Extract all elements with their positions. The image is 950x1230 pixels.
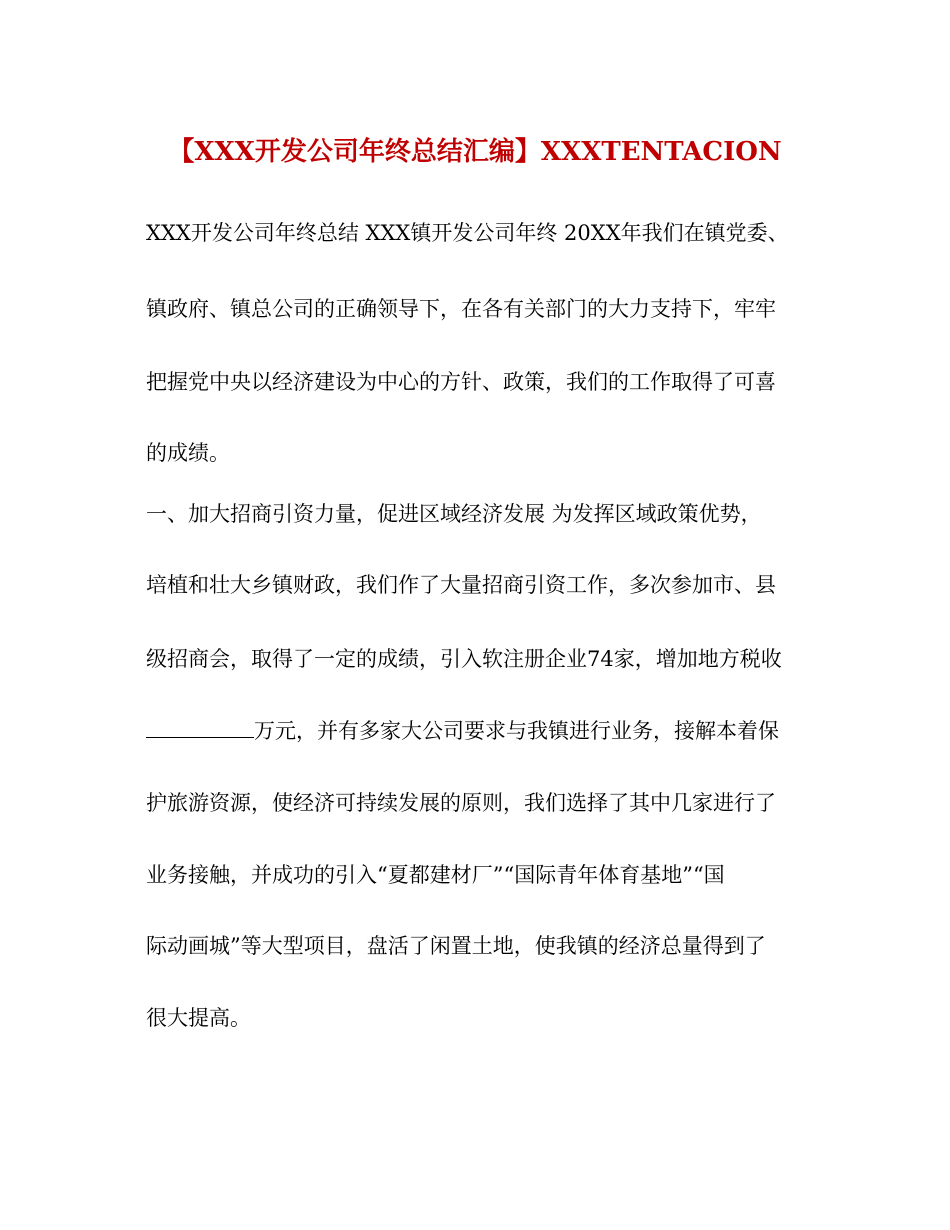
paragraph-line-with-blank [146,716,779,746]
paragraph-line: 护旅游资源，使经济可持续发展的原则，我们选择了其中几家进行了 [146,791,776,815]
paragraph-line: 业务接触，并成功的引入“夏都建材厂”“国际青年体育基地”“国 [146,863,725,887]
fill-in-blank [146,717,254,738]
paragraph-line: 把握党中央以经济建设为中心的方针、政策，我们的工作取得了可喜 [146,370,776,394]
paragraph-line: 培植和壮大乡镇财政，我们作了大量招商引资工作，多次参加市、县 [146,573,776,597]
paragraph-line: 镇政府、镇总公司的正确领导下，在各有关部门的大力支持下，牢牢 [146,297,776,321]
document-title: 【XXX开发公司年终总结汇编】XXXTENTACION [168,137,782,167]
paragraph-line-text: 万元，并有多家大公司要求与我镇进行业务，接解本着保 [254,719,779,743]
paragraph-line: XXX开发公司年终总结 XXX镇开发公司年终 20XX年我们在镇党委、 [146,221,789,245]
paragraph-line: 的成绩。 [146,441,230,465]
paragraph-line: 际动画城”等大型项目，盘活了闲置土地，使我镇的经济总量得到了 [146,934,766,958]
paragraph-line: 很大提高。 [146,1006,251,1030]
paragraph-line: 一、加大招商引资力量，促进区域经济发展 为发挥区域政策优势， [146,502,762,526]
paragraph-line: 级招商会，取得了一定的成绩，引入软注册企业74家，增加地方税收 [146,647,782,671]
